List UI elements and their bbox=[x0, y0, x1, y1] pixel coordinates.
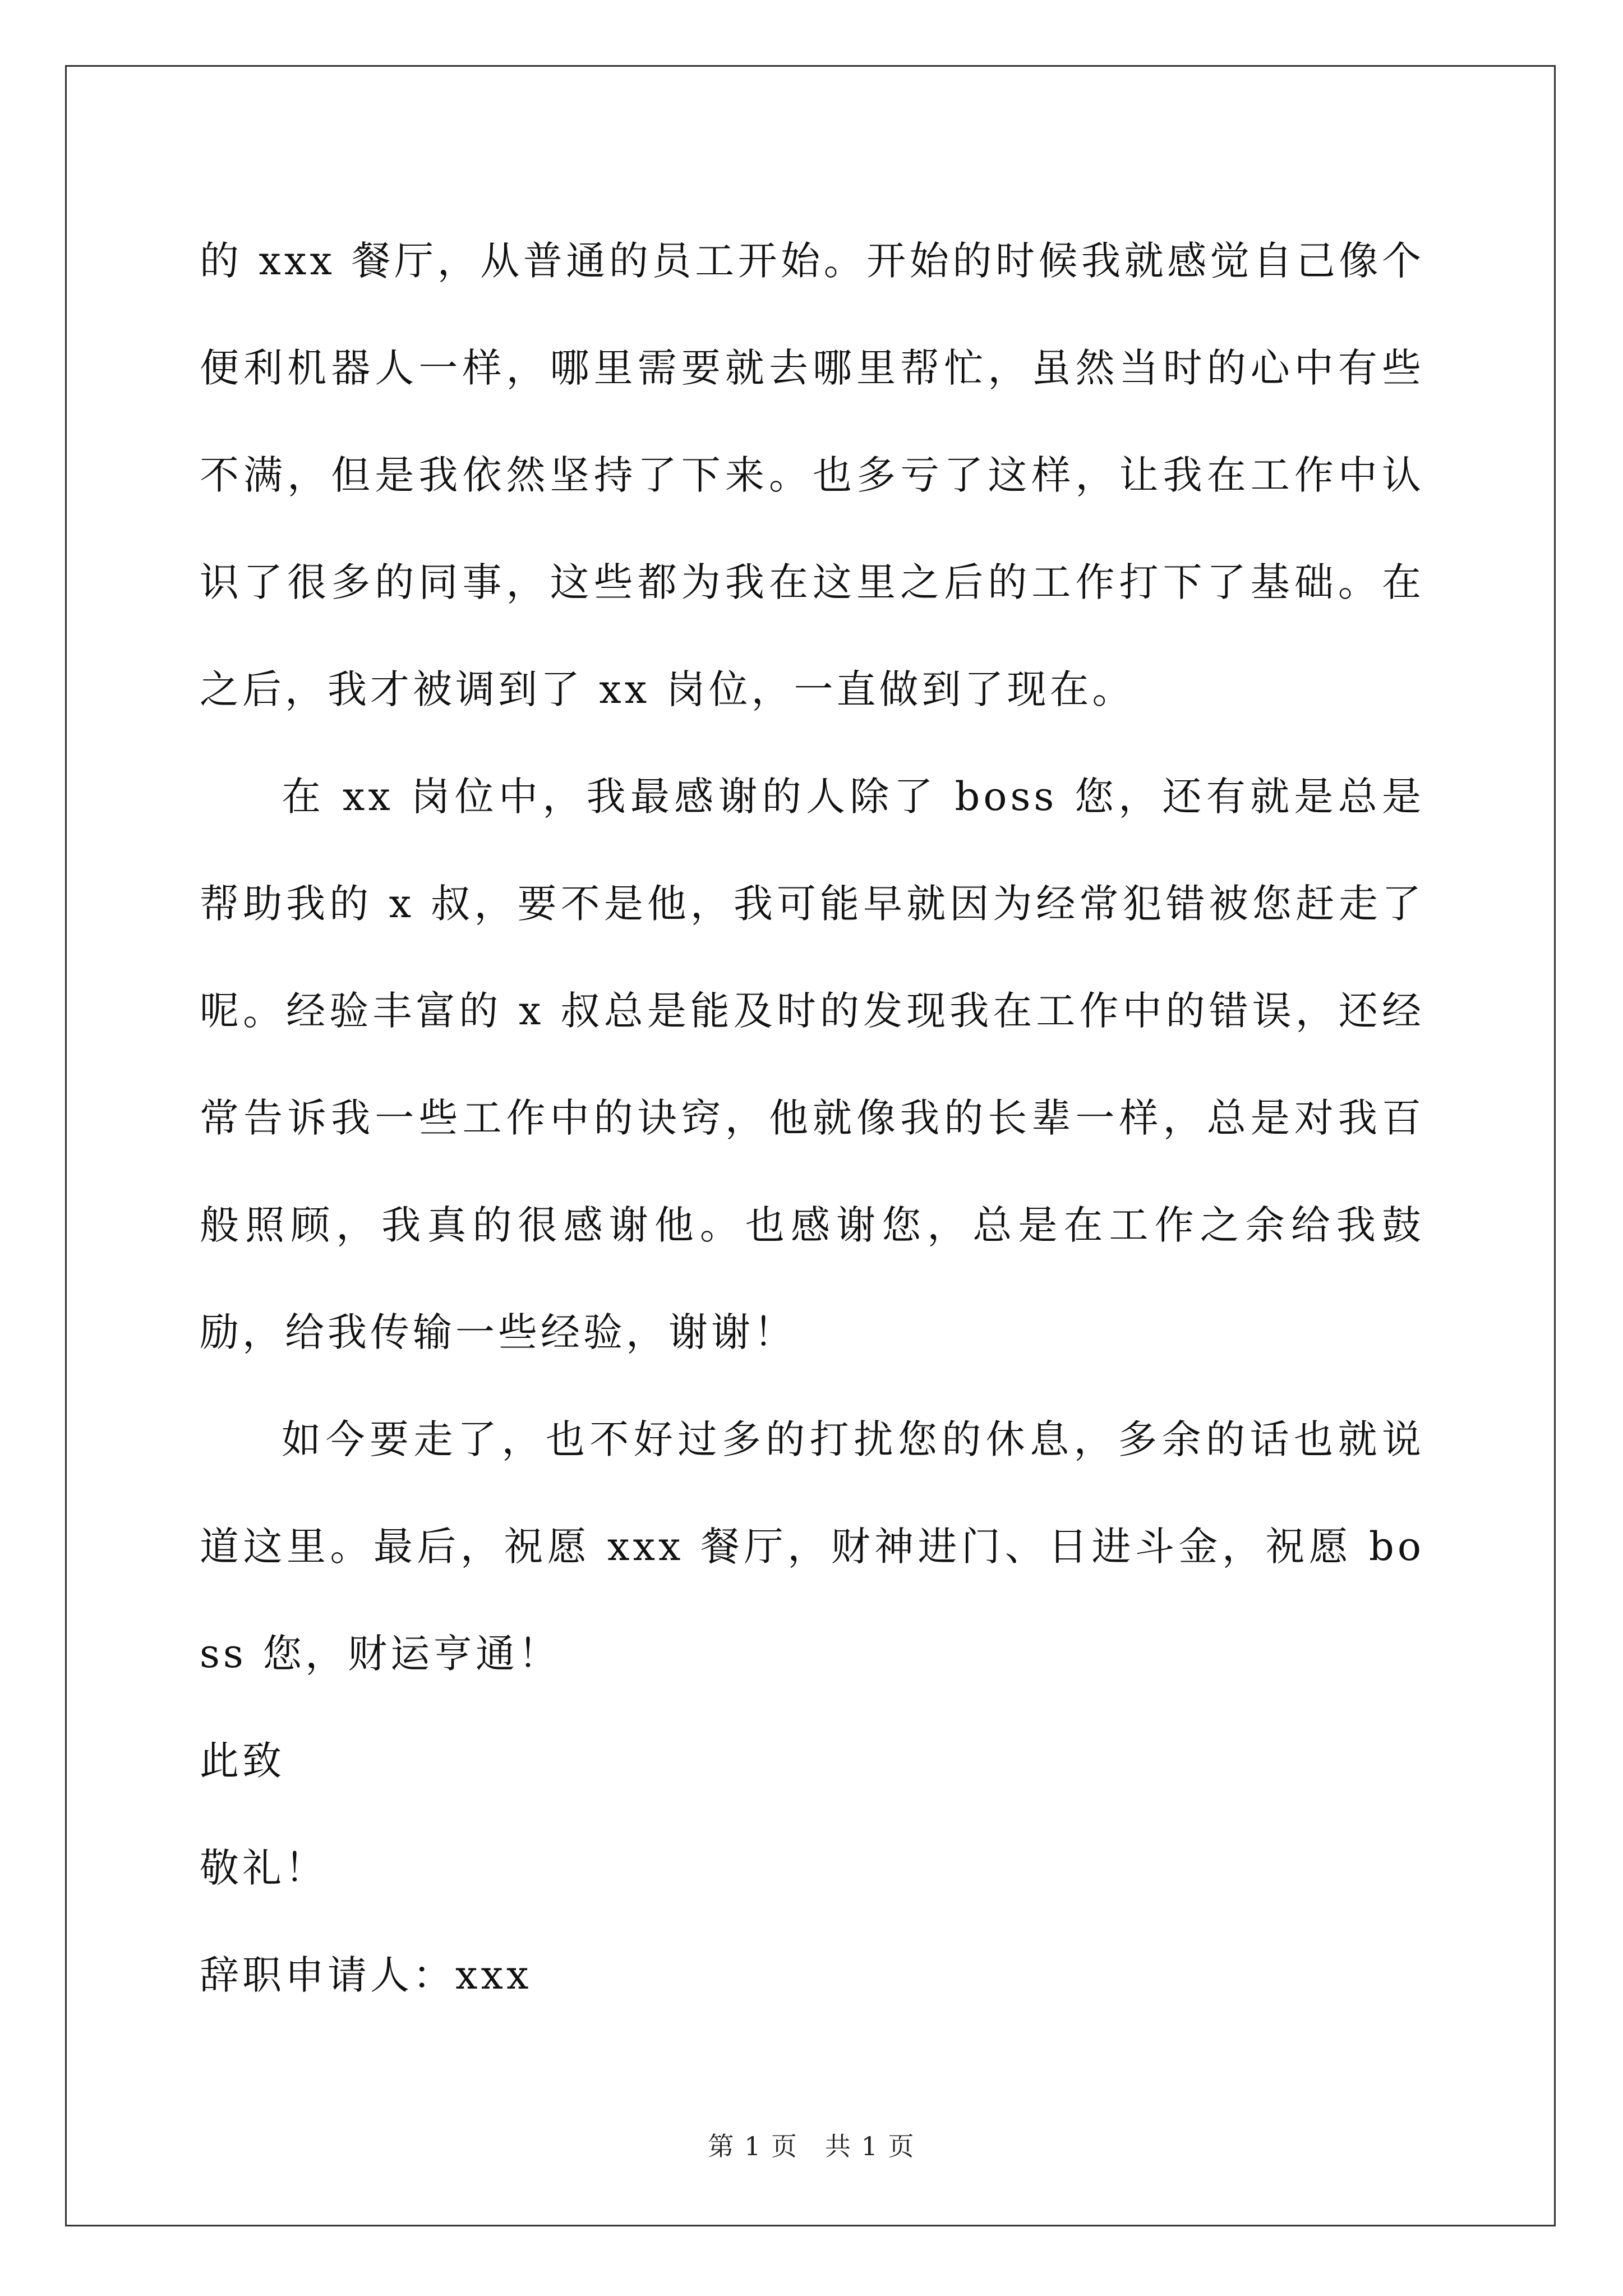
document-body bbox=[200, 208, 1424, 2029]
closing-salutation: 此致 bbox=[200, 1738, 285, 1784]
paragraph-3: 如今要走了，也不好过多的打扰您的休息，多余的话也就说道这里。最后，祝愿 xxx 餐厅，财神进门、日进斗金，祝愿 boss 您，财运亨通！ bbox=[200, 1416, 1424, 1677]
paragraph-2: 在 xx 岗位中，我最感谢的人除了 boss 您，还有就是总是帮助我的 x 叔，要不是他，我可能早就因为经常犯错被您赶走了呢。经验丰富的 x 叔总是能及时的发现我在工作中的错误，还经常告诉我一些工作中的诀窍，他就像我的长辈一样，总是对我百般照顾，我真的很感谢他。也感谢您，总是在工作之余给我鼓励，给我传输一些经验，谢谢！ bbox=[200, 774, 1424, 1355]
closing-regards: 敬礼！ bbox=[200, 1845, 328, 1891]
page-footer: 第 1 页 共 1 页 bbox=[708, 2131, 915, 2161]
signature-line: 辞职申请人：xxx bbox=[200, 1952, 532, 1998]
paragraph-1: 的 xxx 餐厅，从普通的员工开始。开始的时候我就感觉自己像个便利机器人一样，哪里需要就去哪里帮忙，虽然当时的心中有些不满，但是我依然坚持了下来。也多亏了这样，让我在工作中认识了很多的同事，这些都为我在这里之后的工作打下了基础。在之后，我才被调到了 xx 岗位，一直做到了现在。 bbox=[200, 238, 1424, 712]
